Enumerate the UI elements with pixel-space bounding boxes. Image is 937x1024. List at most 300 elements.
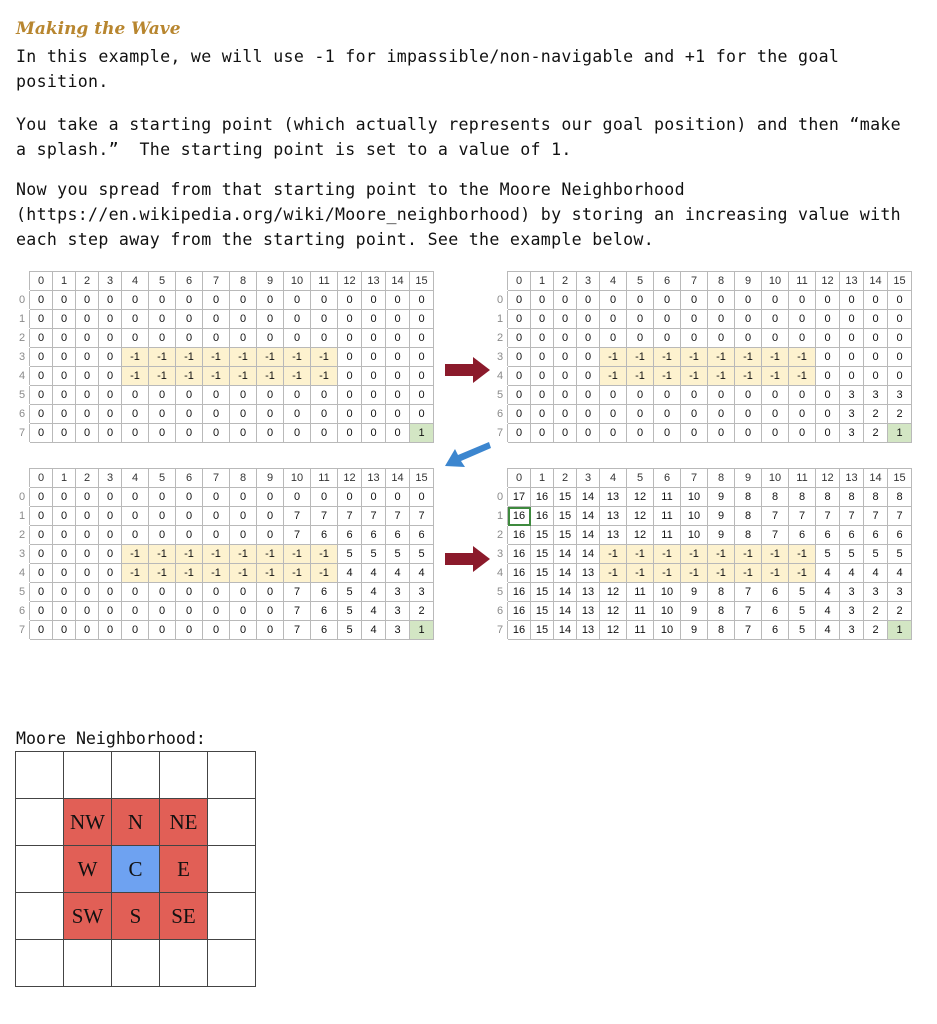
grid-cell: 5	[816, 545, 840, 564]
moore-neighbor-cell: SW	[64, 893, 112, 940]
grid-cell: 0	[230, 386, 257, 405]
grid-cell: 0	[735, 329, 762, 348]
grid-cell: 0	[53, 526, 76, 545]
grid-cell: 0	[311, 405, 338, 424]
grid-table	[492, 271, 912, 443]
row-header: 6	[493, 602, 508, 621]
moore-empty-cell	[16, 846, 64, 893]
grid-cell: 8	[840, 488, 864, 507]
grid-row	[15, 367, 434, 386]
grid-cell: 0	[708, 386, 735, 405]
grid-row	[493, 424, 912, 443]
grid-cell: 5	[410, 545, 434, 564]
grid-cell: -1	[735, 367, 762, 386]
grid-cell: 0	[99, 367, 122, 386]
grid-cell: 15	[531, 545, 554, 564]
grid-cell: 11	[627, 602, 654, 621]
grid-cell: 0	[76, 405, 99, 424]
grid-cell: 0	[203, 488, 230, 507]
grid-cell: 0	[176, 310, 203, 329]
grid-cell: 0	[338, 386, 362, 405]
row-header: 0	[493, 291, 508, 310]
grid-cell: 0	[681, 310, 708, 329]
grid-cell: 0	[76, 583, 99, 602]
grid-cell: 0	[230, 507, 257, 526]
grid-cell: 3	[888, 386, 912, 405]
grid-cell: 7	[362, 507, 386, 526]
grid-cell: 0	[122, 583, 149, 602]
row-header: 7	[493, 424, 508, 443]
grid-cell: 0	[53, 564, 76, 583]
grid-cell: 0	[888, 367, 912, 386]
grid-cell: 0	[362, 405, 386, 424]
grid-cell: 0	[762, 291, 789, 310]
grid-table	[14, 271, 434, 443]
grid-cell: 10	[681, 507, 708, 526]
grid-cell: 0	[176, 507, 203, 526]
grid-cell: 0	[284, 386, 311, 405]
column-header: 2	[554, 469, 577, 488]
column-header: 5	[627, 469, 654, 488]
grid-cell: 0	[203, 583, 230, 602]
grid-cell: 0	[410, 348, 434, 367]
grid-cell: 0	[789, 310, 816, 329]
column-header: 1	[531, 469, 554, 488]
moore-neighbor-cell: NW	[64, 799, 112, 846]
grid-cell: 15	[531, 621, 554, 640]
grid-row	[493, 545, 912, 564]
grid-cell: 0	[864, 310, 888, 329]
grid-cell: 0	[386, 348, 410, 367]
grid-cell: 6	[762, 621, 789, 640]
grid-cell: 0	[257, 602, 284, 621]
column-header: 15	[410, 272, 434, 291]
moore-center-cell: C	[112, 846, 160, 893]
grid-row	[493, 310, 912, 329]
grid-cell: 0	[203, 405, 230, 424]
grid-cell: 0	[122, 386, 149, 405]
grid-cell: 0	[53, 621, 76, 640]
row-header: 5	[15, 583, 30, 602]
grid-cell: -1	[122, 348, 149, 367]
grid-row	[15, 602, 434, 621]
grid-cell: -1	[735, 545, 762, 564]
grid-cell: 7	[735, 621, 762, 640]
grid-cell: 3	[840, 583, 864, 602]
grid-cell: 0	[76, 291, 99, 310]
grid-cell: 3	[840, 424, 864, 443]
grid-cell: 0	[577, 405, 600, 424]
row-header: 5	[493, 386, 508, 405]
grid-cell: 8	[789, 488, 816, 507]
grid-cell: 4	[362, 564, 386, 583]
grid-cell: 0	[30, 583, 53, 602]
row-header: 6	[15, 405, 30, 424]
grid-cell: 0	[230, 526, 257, 545]
grid-cell: -1	[708, 564, 735, 583]
grid-step-2	[492, 271, 912, 443]
grid-cell: 0	[30, 348, 53, 367]
grid-cell: 0	[230, 424, 257, 443]
grid-cell: -1	[627, 367, 654, 386]
column-header: 15	[888, 272, 912, 291]
grid-cell: 11	[654, 507, 681, 526]
grid-cell: 6	[311, 602, 338, 621]
grid-cell: 7	[284, 602, 311, 621]
grid-corner	[493, 272, 508, 291]
grid-cell: 0	[99, 329, 122, 348]
grid-cell: 0	[30, 564, 53, 583]
grid-cell: 0	[257, 507, 284, 526]
grid-cell: -1	[122, 545, 149, 564]
grid-cell: 0	[386, 405, 410, 424]
grid-cell: 7	[311, 507, 338, 526]
grid-cell: 0	[30, 291, 53, 310]
grid-cell: 0	[76, 310, 99, 329]
grid-cell: 6	[840, 526, 864, 545]
grid-cell: 0	[176, 386, 203, 405]
grid-cell: 3	[840, 405, 864, 424]
grid-cell: 0	[230, 602, 257, 621]
grid-cell: 0	[840, 291, 864, 310]
column-header: 9	[257, 272, 284, 291]
grid-cell: 0	[257, 526, 284, 545]
grid-cell: 16	[508, 564, 531, 583]
grid-cell: -1	[203, 564, 230, 583]
paragraph-2: You take a starting point (which actually represents our goal position) and then “make a splash.” The starting point is set to a value of 1.	[16, 115, 912, 159]
column-header: 15	[410, 469, 434, 488]
grid-cell: -1	[284, 348, 311, 367]
grid-cell: 0	[203, 621, 230, 640]
grid-cell: 0	[789, 424, 816, 443]
grid-cell: 0	[338, 367, 362, 386]
grid-cell: 0	[386, 424, 410, 443]
grid-cell: 0	[577, 291, 600, 310]
grid-cell: 0	[53, 405, 76, 424]
column-header: 13	[362, 469, 386, 488]
grid-cell: 0	[654, 291, 681, 310]
grid-cell: 0	[708, 310, 735, 329]
grid-cell: 14	[554, 621, 577, 640]
grid-cell: 0	[864, 329, 888, 348]
column-header: 4	[122, 469, 149, 488]
grid-cell: 0	[76, 526, 99, 545]
grid-cell: 0	[230, 621, 257, 640]
grid-cell: 2	[888, 405, 912, 424]
grid-row	[493, 564, 912, 583]
column-header: 3	[577, 272, 600, 291]
column-header: 14	[864, 469, 888, 488]
grid-cell: 0	[362, 386, 386, 405]
grid-cell: -1	[149, 564, 176, 583]
grid-cell: -1	[654, 545, 681, 564]
grid-cell: 3	[864, 386, 888, 405]
grid-cell: 0	[410, 291, 434, 310]
column-header: 10	[284, 469, 311, 488]
row-header: 5	[493, 583, 508, 602]
grid-corner	[15, 272, 30, 291]
grid-cell: 9	[708, 507, 735, 526]
row-header: 6	[15, 602, 30, 621]
grid-cell: 0	[362, 367, 386, 386]
row-header: 4	[493, 564, 508, 583]
moore-neighbor-cell: SE	[160, 893, 208, 940]
grid-cell: 0	[816, 405, 840, 424]
grid-cell: -1	[311, 564, 338, 583]
grid-row	[493, 488, 912, 507]
grid-cell: 0	[627, 310, 654, 329]
grid-cell: 0	[149, 424, 176, 443]
grid-cell: 0	[708, 291, 735, 310]
grid-cell: 0	[30, 367, 53, 386]
grid-cell: 6	[386, 526, 410, 545]
grid-cell: 0	[76, 488, 99, 507]
grid-cell: -1	[708, 545, 735, 564]
grid-cell: 0	[257, 405, 284, 424]
grid-cell: 0	[554, 291, 577, 310]
grid-cell: 0	[816, 367, 840, 386]
grid-cell: 7	[338, 507, 362, 526]
moore-empty-cell	[16, 893, 64, 940]
grid-row	[493, 329, 912, 348]
grid-cell: 0	[531, 424, 554, 443]
grid-row	[15, 583, 434, 602]
arrow-right-red-icon	[445, 356, 491, 384]
grid-cell: 0	[76, 621, 99, 640]
grid-cell: -1	[203, 545, 230, 564]
grid-cell: 0	[53, 488, 76, 507]
grid-cell: 0	[122, 621, 149, 640]
column-header: 7	[681, 272, 708, 291]
grid-cell: 17	[508, 488, 531, 507]
grid-cell: 9	[681, 583, 708, 602]
grid-cell: 0	[30, 526, 53, 545]
grid-cell: 0	[203, 602, 230, 621]
grid-cell: 8	[735, 488, 762, 507]
grid-cell: 0	[531, 405, 554, 424]
grid-cell: 0	[257, 424, 284, 443]
grid-cell: 0	[681, 386, 708, 405]
grid-cell: 16	[531, 507, 554, 526]
column-header: 13	[362, 272, 386, 291]
arrow-right-red-icon	[445, 545, 491, 573]
grid-cell: 15	[531, 564, 554, 583]
moore-empty-cell	[16, 752, 64, 799]
grid-cell: 14	[554, 564, 577, 583]
column-header: 4	[600, 469, 627, 488]
grid-cell: -1	[176, 545, 203, 564]
grid-cell: 4	[362, 583, 386, 602]
grid-cell: 15	[531, 602, 554, 621]
grid-cell: 2	[864, 405, 888, 424]
grid-cell: 0	[789, 405, 816, 424]
grid-cell: 0	[600, 329, 627, 348]
grid-cell: 0	[53, 424, 76, 443]
grid-cell: 0	[708, 424, 735, 443]
grid-cell: 7	[284, 526, 311, 545]
grid-cell: 14	[554, 583, 577, 602]
column-header: 9	[735, 469, 762, 488]
grid-cell: 0	[554, 424, 577, 443]
grid-cell: -1	[762, 545, 789, 564]
grid-row	[15, 386, 434, 405]
grid-cell: 0	[338, 348, 362, 367]
grid-cell: 0	[230, 291, 257, 310]
column-header: 10	[284, 272, 311, 291]
grid-cell: -1	[762, 367, 789, 386]
column-header: 5	[149, 469, 176, 488]
row-header: 3	[493, 545, 508, 564]
grid-cell: 5	[864, 545, 888, 564]
grid-cell: 0	[577, 310, 600, 329]
grid-cell: 0	[99, 507, 122, 526]
grid-cell: 4	[816, 621, 840, 640]
grid-cell: 0	[230, 405, 257, 424]
row-header: 1	[15, 507, 30, 526]
row-header: 7	[15, 621, 30, 640]
grid-cell: 0	[531, 329, 554, 348]
row-header: 3	[493, 348, 508, 367]
grid-cell: 0	[888, 310, 912, 329]
grid-cell: 0	[176, 583, 203, 602]
grid-cell: 0	[122, 507, 149, 526]
column-header: 5	[149, 272, 176, 291]
grid-row	[15, 545, 434, 564]
grid-cell: 8	[888, 488, 912, 507]
grid-cell: 4	[888, 564, 912, 583]
grid-row	[15, 405, 434, 424]
grid-cell: 16	[508, 621, 531, 640]
grid-cell: 0	[53, 583, 76, 602]
grid-corner	[493, 469, 508, 488]
column-header: 5	[627, 272, 654, 291]
grid-cell: 0	[176, 488, 203, 507]
grid-cell: 0	[203, 507, 230, 526]
grid-cell: 0	[99, 621, 122, 640]
grid-cell: 0	[386, 291, 410, 310]
grid-cell: 0	[257, 329, 284, 348]
grid-cell: 0	[508, 348, 531, 367]
grid-cell: 0	[149, 405, 176, 424]
grid-cell: 0	[203, 386, 230, 405]
grid-cell: 0	[762, 424, 789, 443]
grid-cell: 6	[338, 526, 362, 545]
grid-row	[493, 291, 912, 310]
grid-cell: -1	[681, 545, 708, 564]
grid-cell: -1	[708, 348, 735, 367]
grid-cell: 5	[338, 602, 362, 621]
grid-cell: 13	[577, 583, 600, 602]
column-header: 15	[888, 469, 912, 488]
grid-cell: 0	[149, 310, 176, 329]
grid-cell: 6	[762, 583, 789, 602]
grid-cell: 14	[554, 545, 577, 564]
grid-cell: 0	[122, 291, 149, 310]
row-header: 0	[15, 291, 30, 310]
grid-row	[15, 488, 434, 507]
grid-cell: -1	[176, 367, 203, 386]
grid-cell: 7	[284, 583, 311, 602]
grid-cell: 0	[122, 424, 149, 443]
grid-cell: 13	[577, 602, 600, 621]
column-header: 3	[577, 469, 600, 488]
grid-cell: -1	[311, 348, 338, 367]
grid-cell: -1	[284, 545, 311, 564]
grid-cell: 7	[762, 507, 789, 526]
grid-cell: -1	[789, 564, 816, 583]
grid-cell: 5	[840, 545, 864, 564]
grid-cell: 0	[99, 348, 122, 367]
grid-cell: 0	[149, 291, 176, 310]
grid-cell: 0	[230, 310, 257, 329]
grid-cell: 0	[30, 507, 53, 526]
grid-cell: 0	[338, 310, 362, 329]
grid-cell: 2	[864, 424, 888, 443]
grid-cell: 0	[654, 329, 681, 348]
grid-row	[15, 348, 434, 367]
grid-cell: 0	[531, 310, 554, 329]
grid-cell: 0	[122, 405, 149, 424]
grid-cell: 4	[816, 564, 840, 583]
grid-cell: 5	[338, 583, 362, 602]
moore-empty-cell	[16, 940, 64, 987]
grid-cell: 6	[311, 621, 338, 640]
grid-cell: 0	[30, 545, 53, 564]
grid-cell: 0	[176, 329, 203, 348]
grid-cell: 0	[735, 291, 762, 310]
grid-row	[15, 329, 434, 348]
column-header: 4	[600, 272, 627, 291]
grid-cell: 0	[76, 329, 99, 348]
grid-cell: 0	[654, 424, 681, 443]
grid-cell: 6	[789, 526, 816, 545]
grid-cell: 0	[508, 291, 531, 310]
grid-cell: -1	[230, 367, 257, 386]
grid-cell: 0	[508, 329, 531, 348]
column-header: 3	[99, 469, 122, 488]
grid-cell: -1	[789, 367, 816, 386]
grid-cell: 0	[284, 488, 311, 507]
grid-cell: 14	[554, 602, 577, 621]
grid-cell: 7	[735, 602, 762, 621]
grid-cell: 13	[600, 507, 627, 526]
grid-cell: 0	[386, 367, 410, 386]
column-header: 10	[762, 272, 789, 291]
grid-cell: 6	[311, 583, 338, 602]
grid-cell: -1	[284, 367, 311, 386]
grid-cell: 0	[311, 310, 338, 329]
grid-cell: 11	[627, 583, 654, 602]
row-header: 2	[15, 329, 30, 348]
grid-cell: 0	[149, 602, 176, 621]
grid-cell: 0	[176, 405, 203, 424]
column-header: 0	[508, 469, 531, 488]
grid-cell: 4	[410, 564, 434, 583]
grid-cell: 16	[508, 526, 531, 545]
grid-cell: 15	[531, 526, 554, 545]
grid-cell: 3	[386, 602, 410, 621]
grid-cell: 5	[888, 545, 912, 564]
grid-row	[493, 621, 912, 640]
grid-cell: 13	[577, 564, 600, 583]
grid-cell: 0	[816, 291, 840, 310]
column-header: 6	[176, 272, 203, 291]
grid-cell: 0	[735, 405, 762, 424]
grid-cell: 7	[410, 507, 434, 526]
grid-cell: 0	[554, 405, 577, 424]
grid-cell: 15	[554, 488, 577, 507]
grid-cell: -1	[311, 545, 338, 564]
